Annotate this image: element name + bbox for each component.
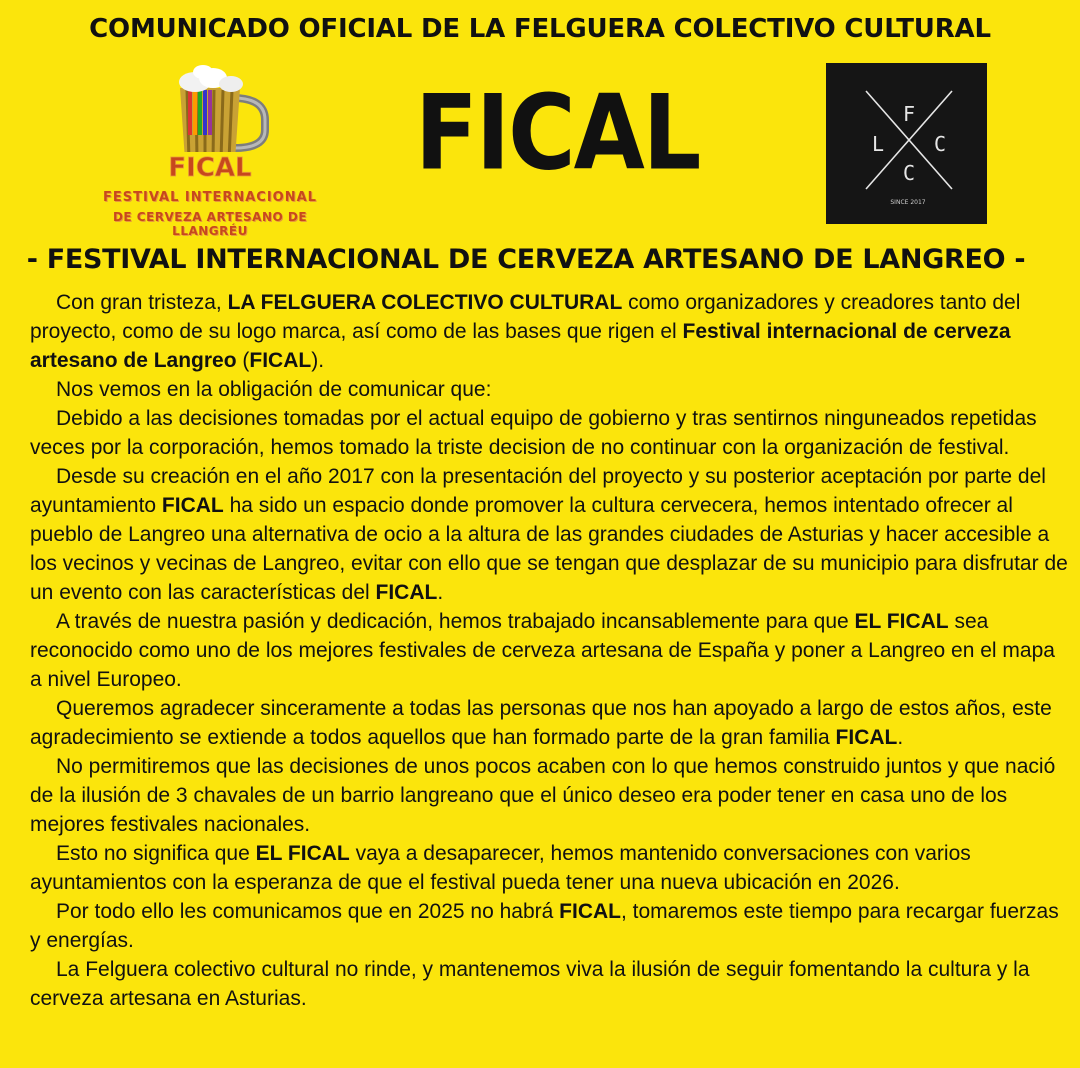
paragraph-1: Con gran tristeza, LA FELGUERA COLECTIVO CULTURAL como organizadores y creadores tanto del proyecto, como de su logo marca, así como de las bases que rigen el Festival internacional de cerveza artesano de Langreo (FICAL). [30, 291, 1021, 372]
paragraph-8: Esto no significa que EL FICAL vaya a desaparecer, hemos mantenido conversaciones con varios ayuntamientos con la esperanza de que el festival pueda tener una nueva ubicación en 2026. [30, 842, 971, 894]
letter-c-bottom: C [902, 161, 916, 185]
paragraph-9: Por todo ello les comunicamos que en 2025 no habrá FICAL, tomaremos este tiempo para recargar fuerzas y energías. [30, 900, 1059, 952]
page-title: COMUNICADO OFICIAL DE LA FELGUERA COLECTIVO CULTURAL [89, 14, 991, 44]
paragraph-2: Nos vemos en la obligación de comunicar que: [56, 378, 492, 401]
letter-l: L [871, 132, 885, 156]
letter-f: F [902, 102, 916, 126]
fical-beer-logo [85, 60, 335, 238]
fical-wordmark: FICAL [415, 73, 700, 194]
subtitle: - FESTIVAL INTERNACIONAL DE CERVEZA ARTESANO DE LANGREO - [26, 244, 1026, 275]
fical-logo-text: FICAL [168, 153, 252, 183]
paragraph-5: A través de nuestra pasión y dedicación, hemos trabajado incansablemente para que EL FICAL sea reconocido como uno de los mejores festivales de cerveza artesana de España y poner a Langreo en el mapa a nivel Europeo. [30, 610, 1055, 691]
logo-caption-line1: FESTIVAL INTERNACIONAL [103, 190, 317, 205]
communique-body [30, 288, 1070, 1013]
paragraph-10: La Felguera colectivo cultural no rinde, y mantenemos viva la ilusión de seguir fomentando la cultura y la cerveza artesana en Asturias. [30, 958, 1030, 1010]
lfcc-cross-logo [826, 63, 987, 224]
paragraph-7: No permitiremos que las decisiones de unos pocos acaben con lo que hemos construido juntos y que nació de la ilusión de 3 chavales de un barrio langreano que el único deseo era poder tener en casa uno de los mejores festivales nacionales. [30, 755, 1056, 836]
lfcc-logo [826, 63, 987, 224]
paragraph-6: Queremos agradecer sinceramente a todas las personas que nos han apoyado a largo de estos años, este agradecimiento se extiende a todos aquellos que han formado parte de la gran familia FICAL. [30, 697, 1052, 749]
since-label: SINCE 2017 [890, 199, 926, 206]
beer-mug-icon [85, 60, 335, 190]
paragraph-4: Desde su creación en el año 2017 con la presentación del proyecto y su posterior aceptación por parte del ayuntamiento FICAL ha sido un espacio donde promover la cultura cervecera, hemos intentado ofrecer al pueblo de Langreo una alternativa de ocio a la altura de las grandes ciudades de Asturias y hacer accesible a los vecinos y vecinas de Langreo, evitar con ello que se tengan que desplazar de su municipio para disfrutar de un evento con las características del FICAL. [30, 465, 1068, 604]
logo-caption-line2: DE CERVEZA ARTESANO DE LLANGRÉU [112, 210, 308, 238]
letter-c-right: C [933, 132, 947, 156]
paragraph-3: Debido a las decisiones tomadas por el actual equipo de gobierno y tras sentirnos ninguneados repetidas veces por la corporación, hemos tomado la triste decision de no continuar con la organización de festival. [30, 407, 1037, 459]
